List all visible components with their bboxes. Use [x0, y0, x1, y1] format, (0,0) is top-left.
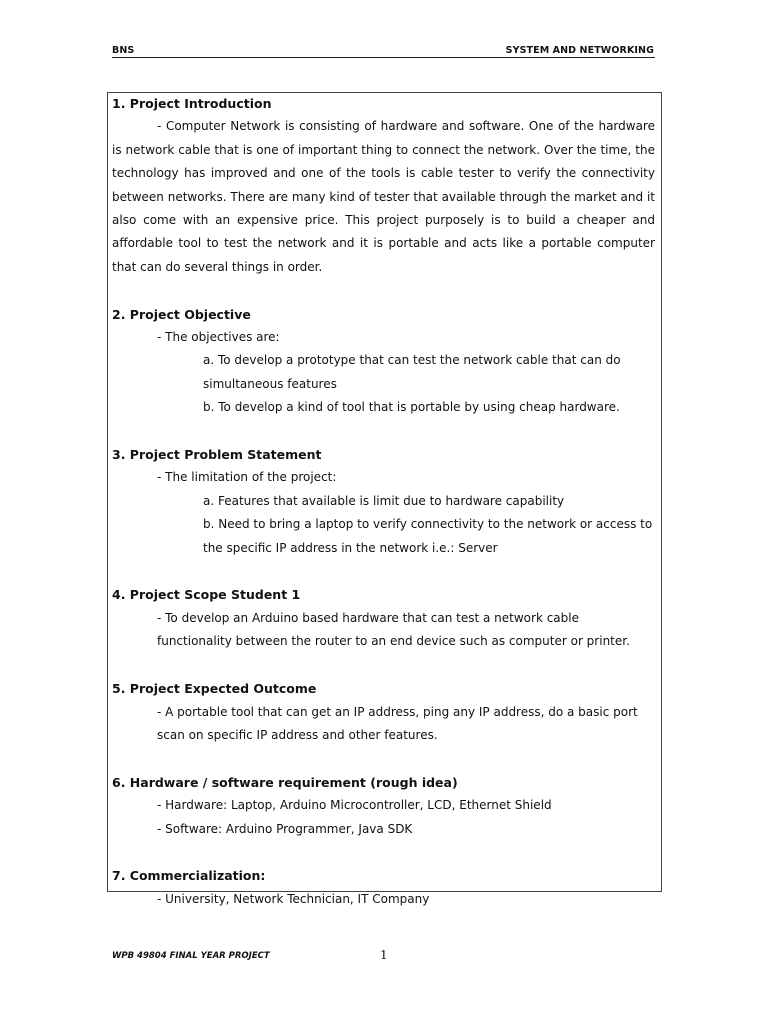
list-item: a. To develop a prototype that can test the network cable that can do simultaneous features: [203, 353, 621, 391]
section-requirements: [112, 771, 655, 841]
section-introduction: [112, 92, 655, 279]
section-objective: [112, 303, 655, 420]
objective-lead: - The objectives are:: [157, 330, 280, 345]
section-heading: 7. Commercialization:: [112, 868, 266, 884]
list-item: - Hardware: Laptop, Arduino Microcontroller, LCD, Ethernet Shield: [157, 798, 552, 813]
section-heading: 2. Project Objective: [112, 306, 251, 322]
list-item: - Software: Arduino Programmer, Java SDK: [157, 821, 413, 836]
header-left-text: BNS: [112, 45, 135, 56]
section-heading: 5. Project Expected Outcome: [112, 681, 317, 697]
header-rule: [112, 57, 655, 58]
problem-lead: - The limitation of the project:: [157, 470, 337, 485]
list-item: b. To develop a kind of tool that is portable by using cheap hardware.: [203, 400, 620, 415]
list-item: a. Features that available is limit due to hardware capability: [203, 493, 565, 508]
section-heading: 4. Project Scope Student 1: [112, 587, 301, 603]
section-heading: 3. Project Problem Statement: [112, 447, 322, 463]
introduction-paragraph: - Computer Network is consisting of hardware and software. One of the hardware is network cable that is one of important thing to connect the network. Over the time, the technology has improved and one of the tools is cable tester to verify the connectivity between networks. There are many kind of tester that available through the market and it also come with an expensive price. This project purposely is to build a cheaper and affordable tool to test the network and it is portable and acts like a portable computer that can do several things in order.: [112, 119, 655, 274]
section-scope: [112, 583, 655, 653]
section-heading: 1. Project Introduction: [112, 96, 272, 111]
list-item: b. Need to bring a laptop to verify connectivity to the network or access to the specific IP address in the network i.e.: Server: [203, 517, 653, 555]
section-commercialization: [112, 864, 655, 911]
page-footer: WPB 49804 FINAL YEAR PROJECT: [112, 951, 270, 961]
outcome-text: - A portable tool that can get an IP address, ping any IP address, do a basic port scan on specific IP address and other features.: [157, 704, 638, 742]
section-heading: 6. Hardware / software requirement (rough idea): [112, 774, 458, 790]
document-body: [112, 92, 655, 911]
section-expected-outcome: [112, 677, 655, 747]
section-problem-statement: [112, 443, 655, 560]
page-number: 1: [380, 948, 388, 962]
commercialization-text: - University, Network Technician, IT Company: [157, 891, 430, 906]
scope-text: - To develop an Arduino based hardware that can test a network cable functionality between the router to an end device such as computer or printer.: [157, 610, 630, 649]
header-right-text: SYSTEM AND NETWORKING: [505, 45, 654, 56]
